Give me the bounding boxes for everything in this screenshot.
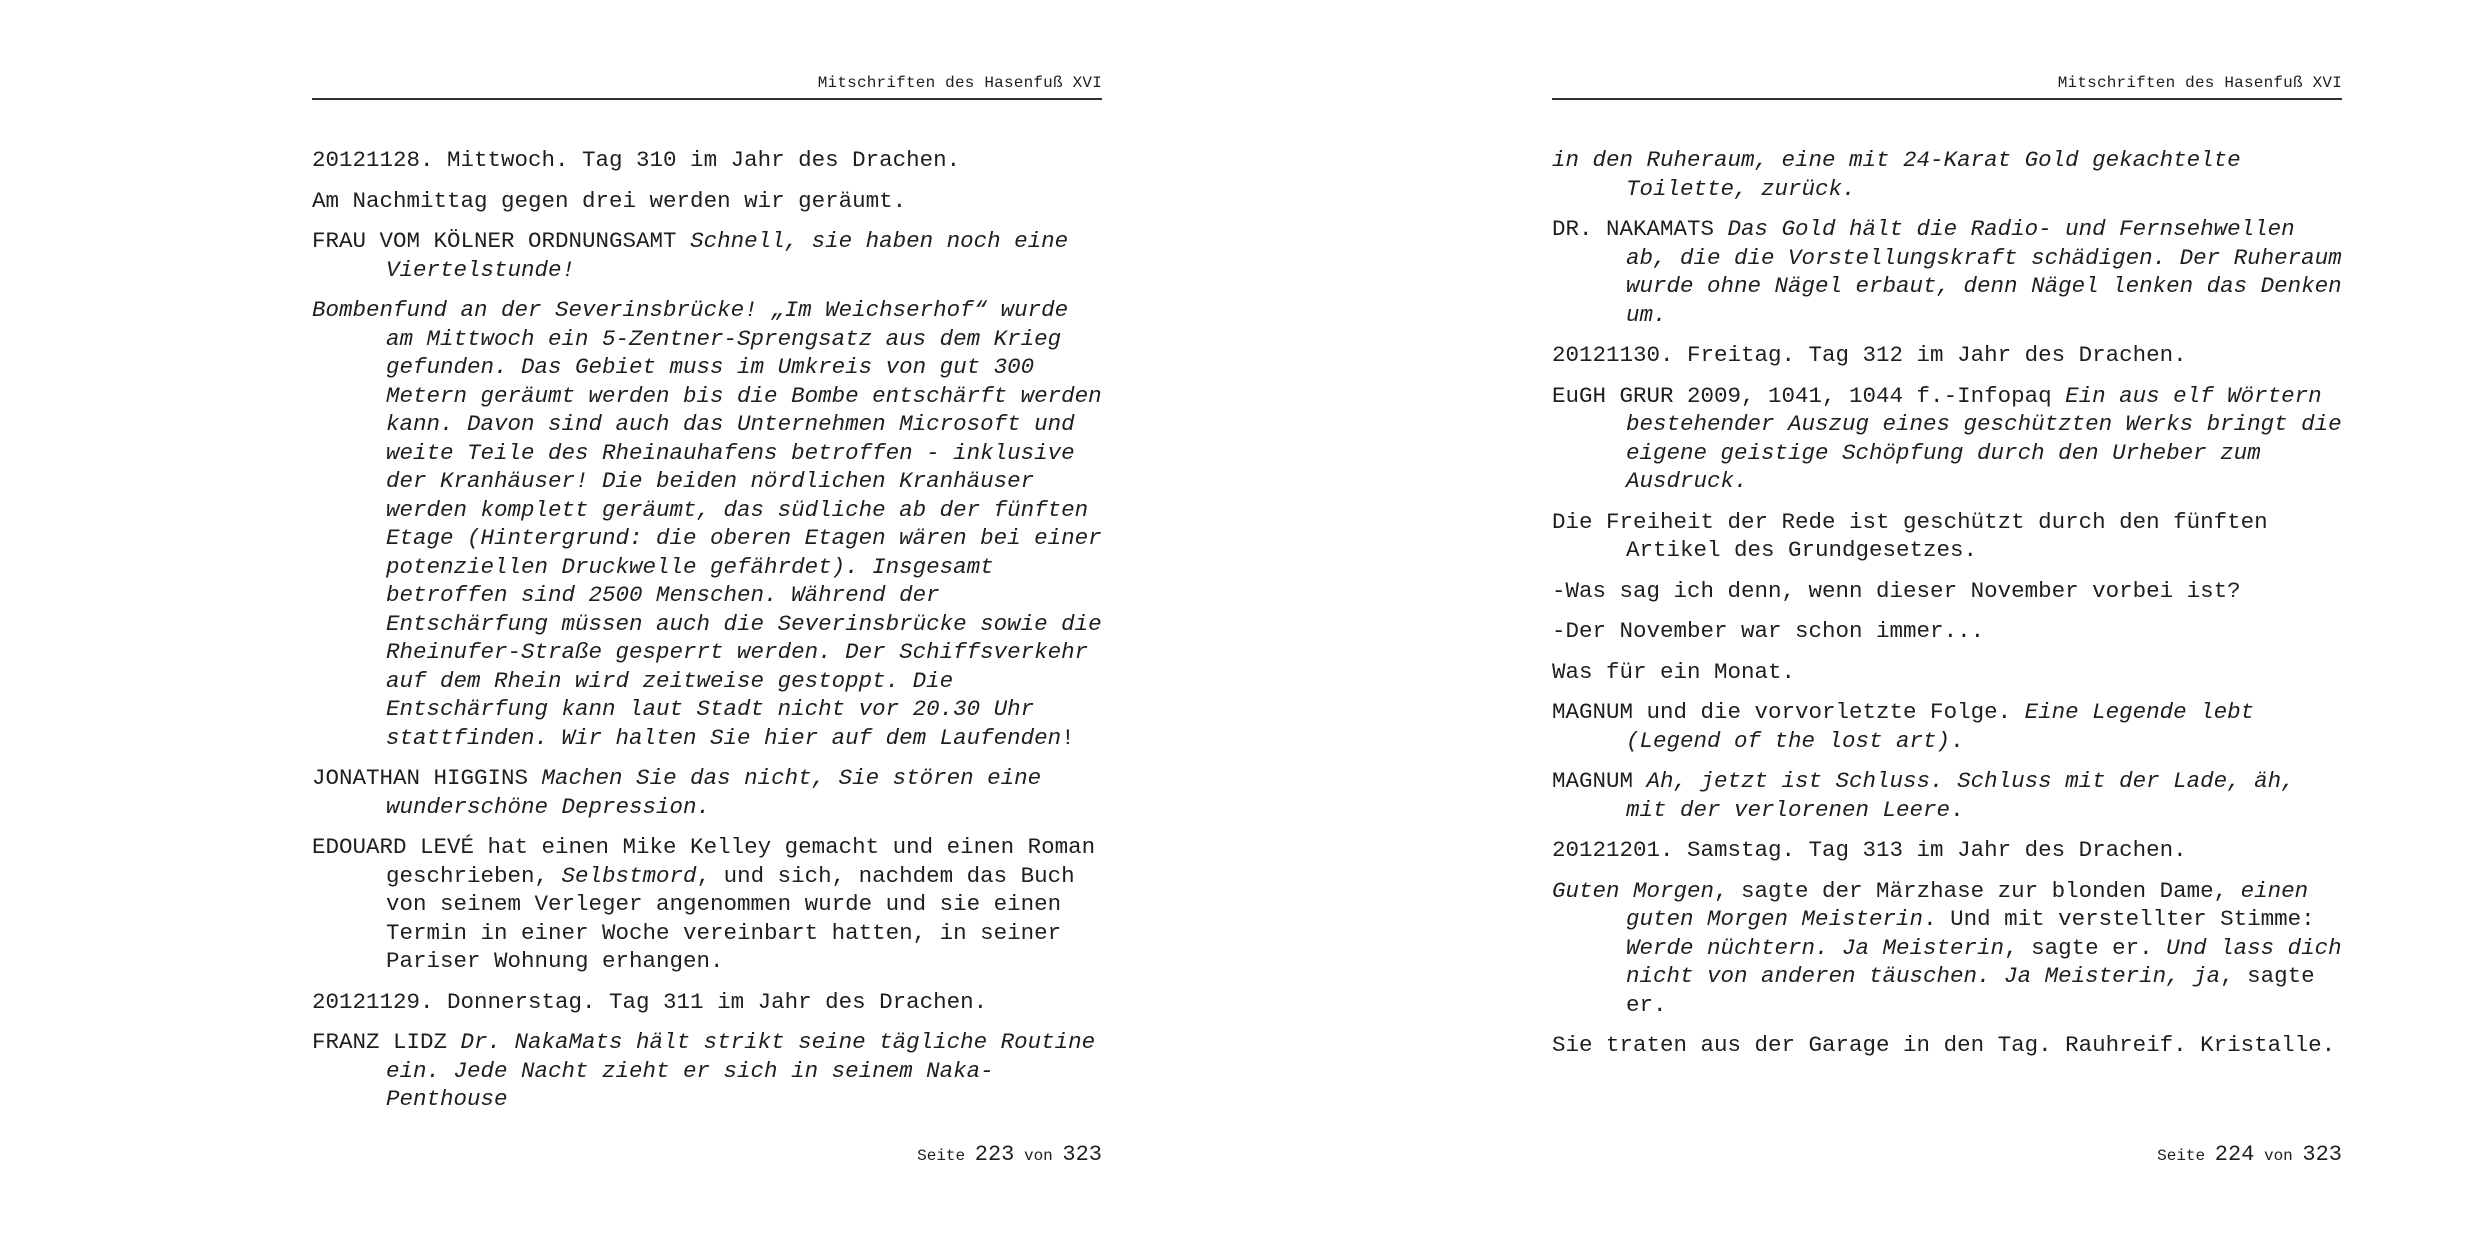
text: Was für ein Monat.	[1552, 658, 1796, 685]
text: 20121130. Freitag. Tag 312 im Jahr des Drachen.	[1552, 342, 2187, 368]
page-body	[312, 146, 1102, 1126]
text: -Der November war schon immer...	[1552, 618, 1985, 644]
text: 20121201. Samstag. Tag 313 im Jahr des Drachen.	[1552, 837, 2187, 863]
paragraph	[1552, 836, 2342, 865]
text: Am Nachmittag gegen drei werden wir geräumt.	[312, 187, 907, 214]
page-number: 223	[974, 1142, 1015, 1167]
page-label: Seite	[917, 1147, 966, 1165]
italic-text: einen guten Morgen Meisterin	[1626, 877, 2309, 932]
text: FRAU VOM KÖLNER ORDNUNGSAMT	[312, 228, 691, 254]
text: Sie traten aus der Garage in den Tag. Rauhreif. Kristalle.	[1552, 1032, 2336, 1058]
page-body	[1552, 146, 2342, 1072]
page-footer	[312, 1142, 1102, 1167]
paragraph	[1552, 508, 2342, 565]
paragraph	[312, 187, 1102, 216]
italic-text: Machen Sie das nicht, Sie stören eine wunderschöne Depression.	[386, 765, 1042, 820]
paragraph	[312, 146, 1102, 175]
italic-text: Schnell, sie haben noch eine Viertelstunde!	[386, 228, 1069, 283]
page-label: Seite	[2157, 1147, 2206, 1165]
text: Die Freiheit der Rede ist geschützt durch den fünften Artikel des Grundgesetzes.	[1552, 508, 2268, 563]
text: MAGNUM und die vorvorletzte Folge.	[1552, 699, 2025, 725]
italic-text: Und lass dich nicht von anderen täuschen. Ja Meisterin, ja	[1626, 934, 2342, 989]
paragraph	[1552, 215, 2342, 329]
text: , sagte er.	[2004, 934, 2167, 961]
italic-text: Das Gold hält die Radio- und Fernsehwellen ab, die die Vorstellungskraft schädigen. Der Ruheraum wurde ohne Nägel erbaut, denn Nägel lenken das Denken um.	[1626, 216, 2342, 328]
page-number: 224	[2214, 1142, 2255, 1167]
paragraph	[1552, 382, 2342, 496]
text: .	[1950, 796, 1964, 823]
text: 20121129. Donnerstag. Tag 311 im Jahr des Drachen.	[312, 988, 988, 1015]
paragraph	[312, 227, 1102, 284]
paragraph	[1552, 698, 2342, 755]
paragraph	[312, 764, 1102, 821]
italic-text: Ein aus elf Wörtern bestehender Auszug eines geschützten Werks bringt die eigene geistige Schöpfung durch den Urheber zum Ausdruck.	[1626, 382, 2342, 494]
italic-text: Eine Legende lebt (Legend of the lost art)	[1626, 699, 2255, 754]
text: , sagte der Märzhase zur blonden Dame,	[1714, 877, 2241, 904]
page-total: 323	[1062, 1142, 1102, 1167]
paragraph	[1552, 767, 2342, 824]
paragraph	[1552, 577, 2342, 606]
paragraph	[1552, 1031, 2342, 1060]
text: 20121128. Mittwoch. Tag 310 im Jahr des Drachen.	[312, 147, 961, 173]
paragraph	[1552, 877, 2342, 1020]
paragraph	[1552, 617, 2342, 646]
text: FRANZ LIDZ	[312, 1029, 461, 1055]
page-of-label: von	[2263, 1147, 2293, 1165]
page-of-label: von	[1023, 1147, 1053, 1165]
text: EuGH GRUR 2009, 1041, 1044 f.-Infopaq	[1552, 382, 2066, 409]
left-page	[312, 0, 1102, 1240]
italic-text: Dr. NakaMats hält strikt seine tägliche Routine ein. Jede Nacht zieht er sich in seinem Naka-Penthouse	[386, 1029, 1096, 1112]
text: , und sich, nachdem das Buch von seinem Verleger angenommen wurde und sie einen Termin in einer Woche vereinbart hatten, in seiner Pariser Wohnung erhangen.	[386, 862, 1075, 974]
italic-text: Guten Morgen	[1552, 877, 1715, 904]
page-header: Mitschriften des Hasenfuß XVI	[1552, 74, 2342, 100]
page-footer	[1552, 1142, 2342, 1167]
text: !	[1061, 724, 1075, 751]
italic-text: in den Ruheraum, eine mit 24-Karat Gold gekachtelte Toilette, zurück.	[1552, 147, 2241, 202]
paragraph	[312, 296, 1102, 752]
text: DR. NAKAMATS	[1552, 216, 1728, 242]
page-header: Mitschriften des Hasenfuß XVI	[312, 74, 1102, 100]
italic-text: Werde nüchtern. Ja Meisterin	[1626, 934, 2005, 961]
right-page	[1552, 0, 2342, 1240]
text: -Was sag ich denn, wenn dieser November vorbei ist?	[1552, 577, 2241, 604]
text: . Und mit verstellter Stimme:	[1923, 906, 2315, 932]
paragraph	[1552, 341, 2342, 370]
italic-text: Selbstmord	[561, 862, 697, 889]
italic-text: Ah, jetzt ist Schluss. Schluss mit der Lade, äh, mit der verlorenen Leere	[1626, 768, 2295, 823]
page-total: 323	[2302, 1142, 2342, 1167]
text: , sagte er.	[1626, 963, 2315, 1018]
paragraph	[312, 1028, 1102, 1114]
paragraph	[1552, 658, 2342, 687]
text: JONATHAN HIGGINS	[312, 765, 542, 791]
text: .	[1950, 727, 1964, 754]
text: MAGNUM	[1552, 768, 1647, 794]
paragraph	[1552, 146, 2342, 203]
text: EDOUARD LEVÉ hat einen Mike Kelley gemacht und einen Roman geschrieben,	[312, 834, 1096, 889]
italic-text: Bombenfund an der Severinsbrücke! „Im Weichserhof“ wurde am Mittwoch ein 5-Zentner-Sprengsatz aus dem Krieg gefunden. Das Gebiet muss im Umkreis von gut 300 Metern geräumt werden bis die Bombe entschärft werden kann. Davon sind auch das Unternehmen Microsoft und weite Teile des Rheinauhafens betroffen - inklusive der Kranhäuser! Die beiden nördlichen Kranhäuser werden komplett geräumt, das südliche ab der fünften Etage (Hintergrund: die oberen Etagen wären bei einer potenziellen Druckwelle gefährdet). Insgesamt betroffen sind 2500 Menschen. Während der Entschärfung müssen auch die Severinsbrücke sowie die Rheinufer-Straße gesperrt werden. Der Schiffsverkehr auf dem Rhein wird zeitweise gestoppt. Die Entschärfung kann laut Stadt nicht vor 20.30 Uhr stattfinden. Wir halten Sie hier auf dem Laufenden	[312, 297, 1102, 751]
paragraph	[312, 833, 1102, 976]
paragraph	[312, 988, 1102, 1017]
